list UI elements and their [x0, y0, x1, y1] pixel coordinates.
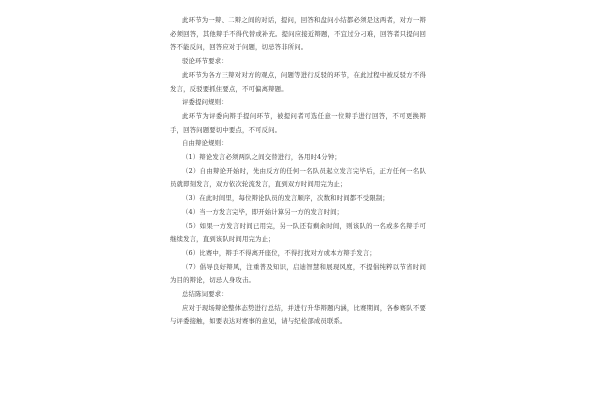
rule-item-7: （7）倡导良好辩风，注重普及知识，启迪智慧和展现风度，不提倡纯粹以节省时间为目的辩论，切忌人身攻击。 [170, 262, 426, 285]
heading-judge-questions: 评委提问规则： [182, 98, 228, 107]
paragraph-closing: 应对于现场辩论整体态势进行总结，并进行升华辩题内涵，比赛期间，各参赛队不要与评委接触，如要表达对赛事的意见，请与纪检部成员联系。 [170, 303, 426, 326]
document-body [170, 14, 426, 329]
rule-item-5: （5）如果一方发言时间已用完，另一队还有剩余时间，则该队的一名或多名辩手可继续发言，直到该队时间用完为止； [170, 221, 426, 244]
heading-closing: 总结陈词要求： [182, 290, 228, 299]
rule-item-3: （3）在此时间里，每位辩论队员的发言顺序，次数和时间都不受限制； [182, 194, 389, 203]
rule-item-6: （6）比赛中，辩手不得离开座位，不得打扰对方或本方辩手发言； [182, 248, 376, 257]
rule-item-4: （4）当一方发言完毕，即开始计算另一方的发言时间； [182, 207, 344, 216]
paragraph-inquiry-rules: 此环节为一辩、二辩之间的对话，提问，回答和盘问小结都必须是这两者，对方一辩必须回答，其他辩手不得代替或补充。提问应接近辩题，不宜过分刁难，回答者只提问回答不能反问，回答应对于问题，切忌答非所问。 [170, 16, 426, 52]
heading-free-debate: 自由辩论规则： [182, 139, 228, 148]
rule-item-1: （1）辩论发言必须两队之间交替进行，各用时4分钟； [182, 153, 341, 162]
rule-item-2: （2）自由辩论开始时，先由反方的任何一名队员起立发言完毕后，正方任何一名队员就即刻发言，双方依次轮流发言，直到双方时间用完为止； [170, 166, 426, 189]
paragraph-rebuttal: 此环节为各方三辩对对方的观点，问题等进行反驳的环节，在此过程中被反驳方不得发言，反驳要抓住要点，不可偏离辩题。 [170, 70, 426, 93]
paragraph-judge-questions: 此环节为评委向辩手提问环节，被提问者可选任意一位辩手进行回答，不可更换辩手，回答问题要切中要点，不可反问。 [170, 111, 426, 134]
heading-rebuttal: 驳论环节要求： [182, 57, 228, 66]
